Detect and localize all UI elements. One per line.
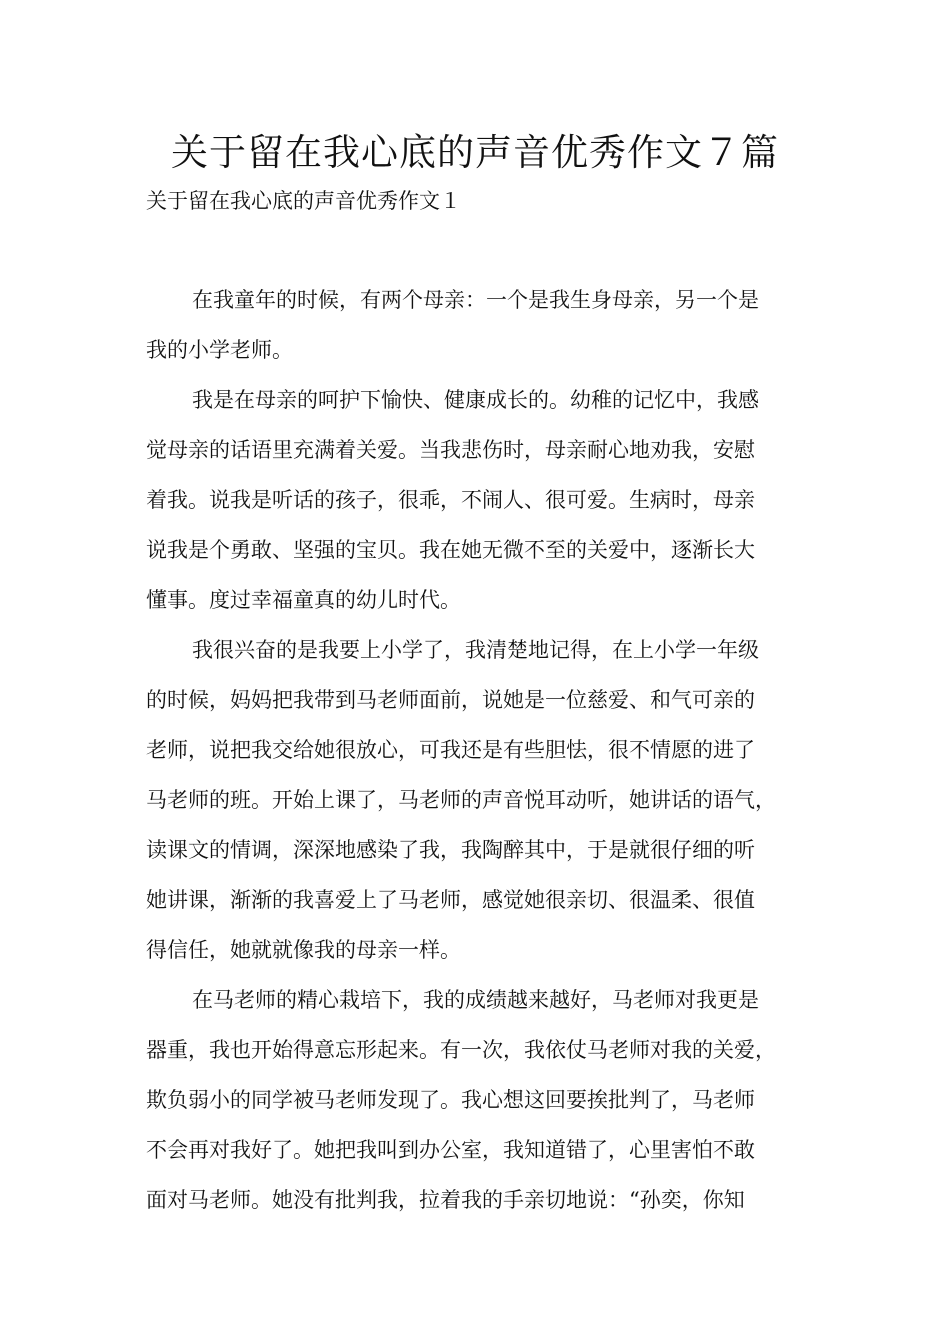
text-line: 不会再对我好了。她把我叫到办公室，我知道错了，心里害怕不敢 bbox=[146, 1138, 755, 1162]
document-subtitle: 关于留在我心底的声音优秀作文１ bbox=[146, 189, 461, 213]
text-line: 说我是个勇敢、坚强的宝贝。我在她无微不至的关爱中，逐渐长大 bbox=[146, 538, 755, 562]
text-line: 懂事。度过幸福童真的幼儿时代。 bbox=[146, 588, 461, 612]
text-line: 在我童年的时候，有两个母亲：一个是我生身母亲，另一个是 bbox=[192, 288, 759, 312]
document-title: 关于留在我心底的声音优秀作文７篇 bbox=[171, 131, 779, 174]
text-line: 我很兴奋的是我要上小学了，我清楚地记得，在上小学一年级 bbox=[192, 638, 759, 662]
text-line: 老师，说把我交给她很放心，可我还是有些胆怯，很不情愿的进了 bbox=[146, 738, 755, 762]
text-line: 面对马老师。她没有批判我，拉着我的手亲切地说：“孙奕，你知 bbox=[146, 1188, 745, 1212]
text-line: 器重，我也开始得意忘形起来。有一次，我依仗马老师对我的关爱， bbox=[146, 1038, 776, 1062]
text-line: 我是在母亲的呵护下愉快、健康成长的。幼稚的记忆中，我感 bbox=[192, 388, 759, 412]
text-line: 马老师的班。开始上课了，马老师的声音悦耳动听，她讲话的语气， bbox=[146, 788, 776, 812]
text-line: 欺负弱小的同学被马老师发现了。我心想这回要挨批判了，马老师 bbox=[146, 1088, 755, 1112]
text-line: 读课文的情调，深深地感染了我，我陶醉其中，于是就很仔细的听 bbox=[146, 838, 755, 862]
text-line: 的时候，妈妈把我带到马老师面前，说她是一位慈爱、和气可亲的 bbox=[146, 688, 755, 712]
text-line: 我的小学老师。 bbox=[146, 338, 293, 362]
text-line: 得信任，她就就像我的母亲一样。 bbox=[146, 938, 461, 962]
document-body bbox=[146, 280, 808, 1230]
text-line: 她讲课，渐渐的我喜爱上了马老师，感觉她很亲切、很温柔、很值 bbox=[146, 888, 755, 912]
text-line: 在马老师的精心栽培下，我的成绩越来越好，马老师对我更是 bbox=[192, 988, 759, 1012]
text-line: 觉母亲的话语里充满着关爱。当我悲伤时，母亲耐心地劝我，安慰 bbox=[146, 438, 755, 462]
text-line: 着我。说我是听话的孩子，很乖，不闹人、很可爱。生病时，母亲 bbox=[146, 488, 755, 512]
